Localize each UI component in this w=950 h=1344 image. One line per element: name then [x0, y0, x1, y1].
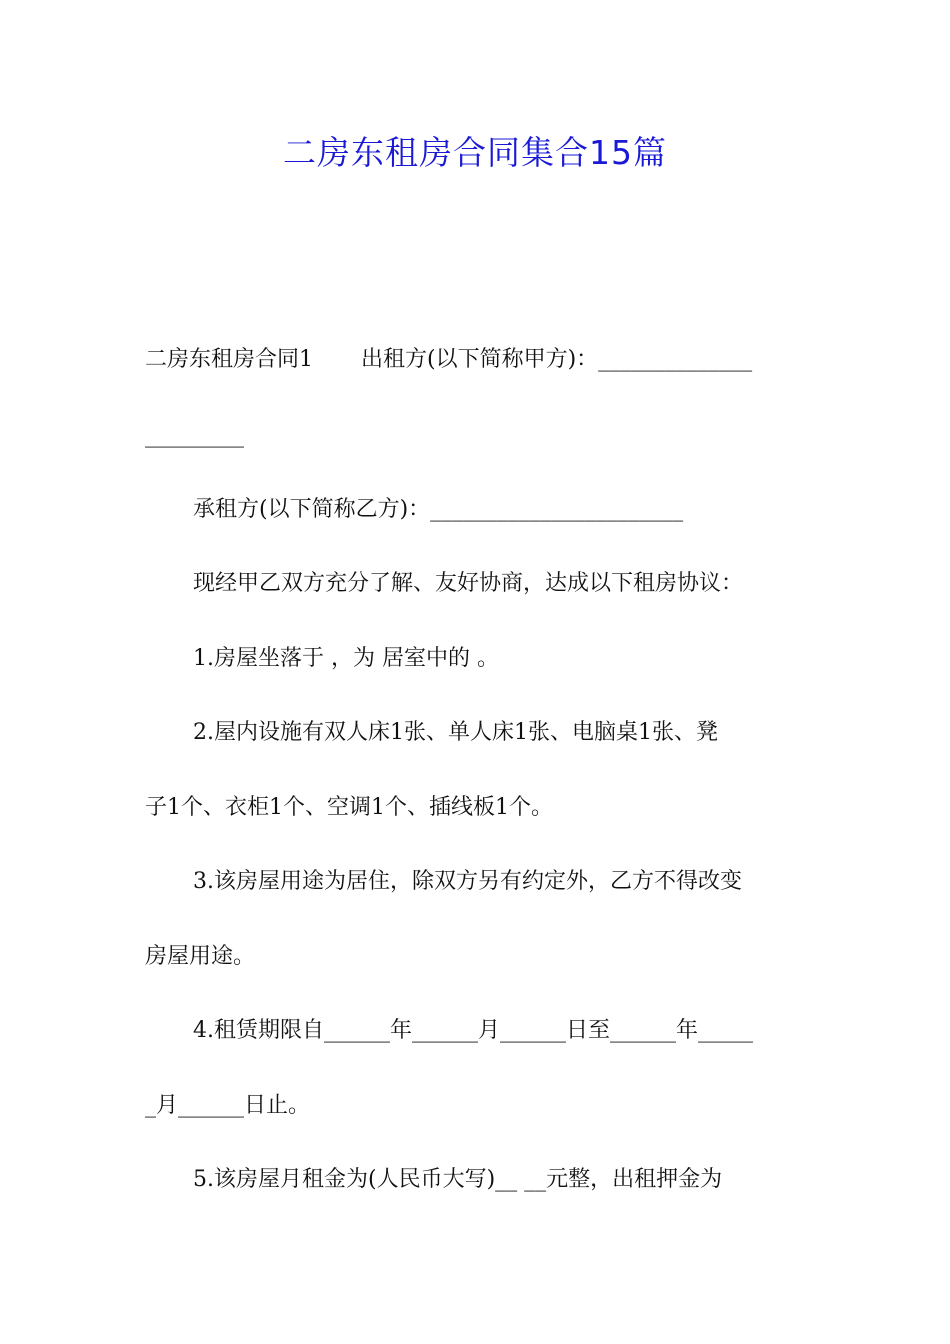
- lessor-field: 出租方(以下简称甲方)：______________: [361, 347, 753, 372]
- clause-1-line: 1.房屋坐落于 ，为 居室中的 。: [193, 646, 499, 671]
- lessee-field: 承租方(以下简称乙方)：_______________________: [193, 497, 684, 522]
- contract-heading-line: [145, 342, 810, 378]
- lessor-field-continuation: _________: [145, 423, 244, 448]
- clause-3-line-2: 房屋用途。: [145, 944, 256, 969]
- document-title: 二房东租房合同集合15篇: [283, 133, 667, 172]
- clause-3-line-1: 3.该房屋用途为居住，除双方另有约定外，乙方不得改变: [193, 869, 742, 894]
- contract-number-label: 二房东租房合同1: [145, 347, 313, 372]
- preamble-line: 现经甲乙双方充分了解、友好协商，达成以下租房协议：: [193, 571, 744, 596]
- clause-2-line-1: 2.屋内设施有双人床1张、单人床1张、电脑桌1张、凳: [193, 720, 718, 745]
- clause-4-line-1: 4.租赁期限自______年______月______日至______年_____: [193, 1018, 753, 1043]
- clause-5-line-1: 5.该房屋月租金为(人民币大写)__ __元整，出租押金为: [193, 1167, 723, 1192]
- clause-4-line-2: _月______日止。: [145, 1093, 311, 1118]
- clause-2-line-2: 子1个、衣柜1个、空调1个、插线板1个。: [145, 795, 553, 820]
